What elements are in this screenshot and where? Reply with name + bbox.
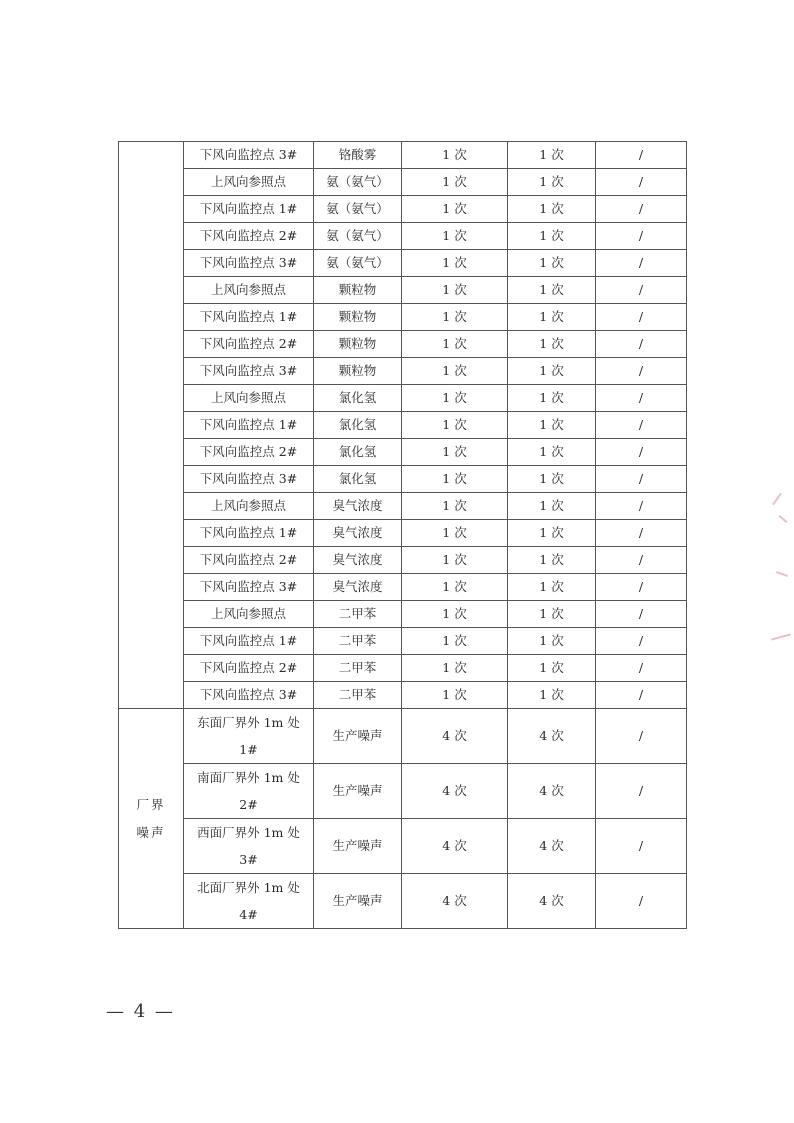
monitoring-point-cell: 下风向监控点 1# xyxy=(184,628,314,655)
monitoring-point-cell: 下风向监控点 3# xyxy=(184,574,314,601)
frequency-cell: 1 次 xyxy=(508,439,596,466)
monitoring-item-cell: 颗粒物 xyxy=(314,358,402,385)
monitoring-point-cell: 下风向监控点 3# xyxy=(184,358,314,385)
monitoring-item-cell: 氨（氨气） xyxy=(314,223,402,250)
monitoring-point-cell: 下风向监控点 1# xyxy=(184,196,314,223)
frequency-cell: 1 次 xyxy=(508,655,596,682)
table-row xyxy=(119,764,687,819)
table-row xyxy=(119,223,687,250)
monitoring-item-cell: 二甲苯 xyxy=(314,601,402,628)
monitoring-point-cell: 上风向参照点 xyxy=(184,493,314,520)
monitoring-point-cell: 下风向监控点 2# xyxy=(184,439,314,466)
frequency-cell: 1 次 xyxy=(402,520,508,547)
monitoring-point-cell: 上风向参照点 xyxy=(184,601,314,628)
table-row xyxy=(119,142,687,169)
frequency-cell: 1 次 xyxy=(402,358,508,385)
frequency-cell: 1 次 xyxy=(508,601,596,628)
frequency-cell: 4 次 xyxy=(508,819,596,874)
frequency-cell: 1 次 xyxy=(508,493,596,520)
stamp-trace xyxy=(779,515,788,523)
frequency-cell: 1 次 xyxy=(402,169,508,196)
note-cell: / xyxy=(596,439,687,466)
note-cell: / xyxy=(596,764,687,819)
monitoring-item-cell: 颗粒物 xyxy=(314,331,402,358)
frequency-cell: 4 次 xyxy=(402,709,508,764)
frequency-cell: 1 次 xyxy=(402,223,508,250)
monitoring-point-cell: 下风向监控点 1# xyxy=(184,304,314,331)
frequency-cell: 1 次 xyxy=(508,628,596,655)
monitoring-item-cell: 氯化氢 xyxy=(314,412,402,439)
note-cell: / xyxy=(596,628,687,655)
monitoring-item-cell: 臭气浓度 xyxy=(314,547,402,574)
table-row xyxy=(119,493,687,520)
note-cell: / xyxy=(596,412,687,439)
monitoring-point-cell: 下风向监控点 2# xyxy=(184,655,314,682)
table-row xyxy=(119,682,687,709)
note-cell: / xyxy=(596,196,687,223)
frequency-cell: 1 次 xyxy=(508,466,596,493)
note-cell: / xyxy=(596,655,687,682)
frequency-cell: 1 次 xyxy=(508,196,596,223)
frequency-cell: 4 次 xyxy=(508,874,596,929)
table-row xyxy=(119,439,687,466)
table-row xyxy=(119,412,687,439)
frequency-cell: 1 次 xyxy=(402,250,508,277)
table-row xyxy=(119,358,687,385)
table-row xyxy=(119,169,687,196)
note-cell: / xyxy=(596,385,687,412)
frequency-cell: 1 次 xyxy=(402,439,508,466)
category-cell-continued xyxy=(119,142,184,709)
monitoring-point-cell: 下风向监控点 3# xyxy=(184,250,314,277)
stamp-trace xyxy=(772,493,782,506)
frequency-cell: 1 次 xyxy=(402,655,508,682)
stamp-trace xyxy=(776,571,788,577)
monitoring-item-cell: 臭气浓度 xyxy=(314,574,402,601)
monitoring-item-cell: 氨（氨气） xyxy=(314,196,402,223)
note-cell: / xyxy=(596,682,687,709)
monitoring-item-cell: 颗粒物 xyxy=(314,277,402,304)
frequency-cell: 1 次 xyxy=(402,493,508,520)
monitoring-item-cell: 氯化氢 xyxy=(314,439,402,466)
monitoring-item-cell: 生产噪声 xyxy=(314,819,402,874)
note-cell: / xyxy=(596,304,687,331)
table-row xyxy=(119,304,687,331)
frequency-cell: 1 次 xyxy=(508,331,596,358)
monitoring-item-cell: 氯化氢 xyxy=(314,385,402,412)
table-row xyxy=(119,574,687,601)
frequency-cell: 1 次 xyxy=(508,412,596,439)
page-number: — 4 — xyxy=(106,1001,175,1022)
frequency-cell: 1 次 xyxy=(402,142,508,169)
frequency-cell: 1 次 xyxy=(508,277,596,304)
frequency-cell: 1 次 xyxy=(402,331,508,358)
frequency-cell: 1 次 xyxy=(402,547,508,574)
frequency-cell: 1 次 xyxy=(402,628,508,655)
frequency-cell: 1 次 xyxy=(508,250,596,277)
monitoring-item-cell: 臭气浓度 xyxy=(314,520,402,547)
table-row xyxy=(119,819,687,874)
monitoring-item-cell: 二甲苯 xyxy=(314,682,402,709)
monitoring-point-cell: 下风向监控点 1# xyxy=(184,520,314,547)
note-cell: / xyxy=(596,601,687,628)
air-monitoring-rows xyxy=(119,142,687,709)
monitoring-item-cell: 铬酸雾 xyxy=(314,142,402,169)
frequency-cell: 1 次 xyxy=(402,277,508,304)
monitoring-item-cell: 氯化氢 xyxy=(314,466,402,493)
frequency-cell: 4 次 xyxy=(402,819,508,874)
table-row xyxy=(119,874,687,929)
note-cell: / xyxy=(596,520,687,547)
monitoring-item-cell: 臭气浓度 xyxy=(314,493,402,520)
note-cell: / xyxy=(596,331,687,358)
frequency-cell: 1 次 xyxy=(402,574,508,601)
monitoring-point-cell: 下风向监控点 3# xyxy=(184,466,314,493)
frequency-cell: 1 次 xyxy=(508,223,596,250)
note-cell: / xyxy=(596,574,687,601)
frequency-cell: 1 次 xyxy=(508,574,596,601)
frequency-cell: 1 次 xyxy=(402,682,508,709)
frequency-cell: 4 次 xyxy=(508,709,596,764)
frequency-cell: 1 次 xyxy=(402,601,508,628)
note-cell: / xyxy=(596,358,687,385)
frequency-cell: 1 次 xyxy=(402,466,508,493)
monitoring-point-cell: 上风向参照点 xyxy=(184,277,314,304)
note-cell: / xyxy=(596,466,687,493)
frequency-cell: 4 次 xyxy=(402,764,508,819)
note-cell: / xyxy=(596,223,687,250)
monitoring-item-cell: 生产噪声 xyxy=(314,709,402,764)
monitoring-point-cell: 上风向参照点 xyxy=(184,169,314,196)
monitoring-point-cell: 下风向监控点 3# xyxy=(184,142,314,169)
table-row xyxy=(119,196,687,223)
table-row xyxy=(119,547,687,574)
monitoring-point-cell: 下风向监控点 2# xyxy=(184,547,314,574)
monitoring-item-cell: 氨（氨气） xyxy=(314,250,402,277)
monitoring-point-cell: 下风向监控点 3# xyxy=(184,682,314,709)
frequency-cell: 1 次 xyxy=(508,385,596,412)
frequency-cell: 1 次 xyxy=(508,520,596,547)
table-row xyxy=(119,331,687,358)
frequency-cell: 1 次 xyxy=(508,142,596,169)
note-cell: / xyxy=(596,709,687,764)
frequency-cell: 1 次 xyxy=(508,547,596,574)
monitoring-item-cell: 二甲苯 xyxy=(314,628,402,655)
table-row xyxy=(119,466,687,493)
note-cell: / xyxy=(596,277,687,304)
monitoring-item-cell: 二甲苯 xyxy=(314,655,402,682)
frequency-cell: 1 次 xyxy=(508,358,596,385)
note-cell: / xyxy=(596,819,687,874)
table-row xyxy=(119,520,687,547)
table-row xyxy=(119,709,687,764)
note-cell: / xyxy=(596,250,687,277)
frequency-cell: 1 次 xyxy=(402,385,508,412)
table-row xyxy=(119,385,687,412)
note-cell: / xyxy=(596,169,687,196)
noise-monitoring-rows xyxy=(119,709,687,929)
monitoring-point-cell: 南面厂界外 1m 处 2# xyxy=(184,764,314,819)
frequency-cell: 1 次 xyxy=(402,412,508,439)
frequency-cell: 1 次 xyxy=(402,196,508,223)
note-cell: / xyxy=(596,547,687,574)
monitoring-item-cell: 颗粒物 xyxy=(314,304,402,331)
stamp-trace xyxy=(771,633,791,640)
table-row xyxy=(119,250,687,277)
monitoring-item-cell: 生产噪声 xyxy=(314,874,402,929)
monitoring-point-cell: 东面厂界外 1m 处 1# xyxy=(184,709,314,764)
monitoring-point-cell: 下风向监控点 2# xyxy=(184,223,314,250)
monitoring-item-cell: 氨（氨气） xyxy=(314,169,402,196)
table-row xyxy=(119,601,687,628)
monitoring-schedule-table xyxy=(118,141,687,929)
table-row xyxy=(119,655,687,682)
frequency-cell: 1 次 xyxy=(508,682,596,709)
monitoring-item-cell: 生产噪声 xyxy=(314,764,402,819)
monitoring-point-cell: 西面厂界外 1m 处 3# xyxy=(184,819,314,874)
monitoring-point-cell: 下风向监控点 1# xyxy=(184,412,314,439)
frequency-cell: 4 次 xyxy=(508,764,596,819)
frequency-cell: 1 次 xyxy=(508,169,596,196)
note-cell: / xyxy=(596,874,687,929)
frequency-cell: 1 次 xyxy=(402,304,508,331)
table-row xyxy=(119,277,687,304)
frequency-cell: 4 次 xyxy=(402,874,508,929)
noise-category-cell: 厂界噪声 xyxy=(119,709,184,929)
note-cell: / xyxy=(596,142,687,169)
frequency-cell: 1 次 xyxy=(508,304,596,331)
table-row xyxy=(119,628,687,655)
monitoring-point-cell: 北面厂界外 1m 处 4# xyxy=(184,874,314,929)
monitoring-point-cell: 下风向监控点 2# xyxy=(184,331,314,358)
monitoring-point-cell: 上风向参照点 xyxy=(184,385,314,412)
note-cell: / xyxy=(596,493,687,520)
